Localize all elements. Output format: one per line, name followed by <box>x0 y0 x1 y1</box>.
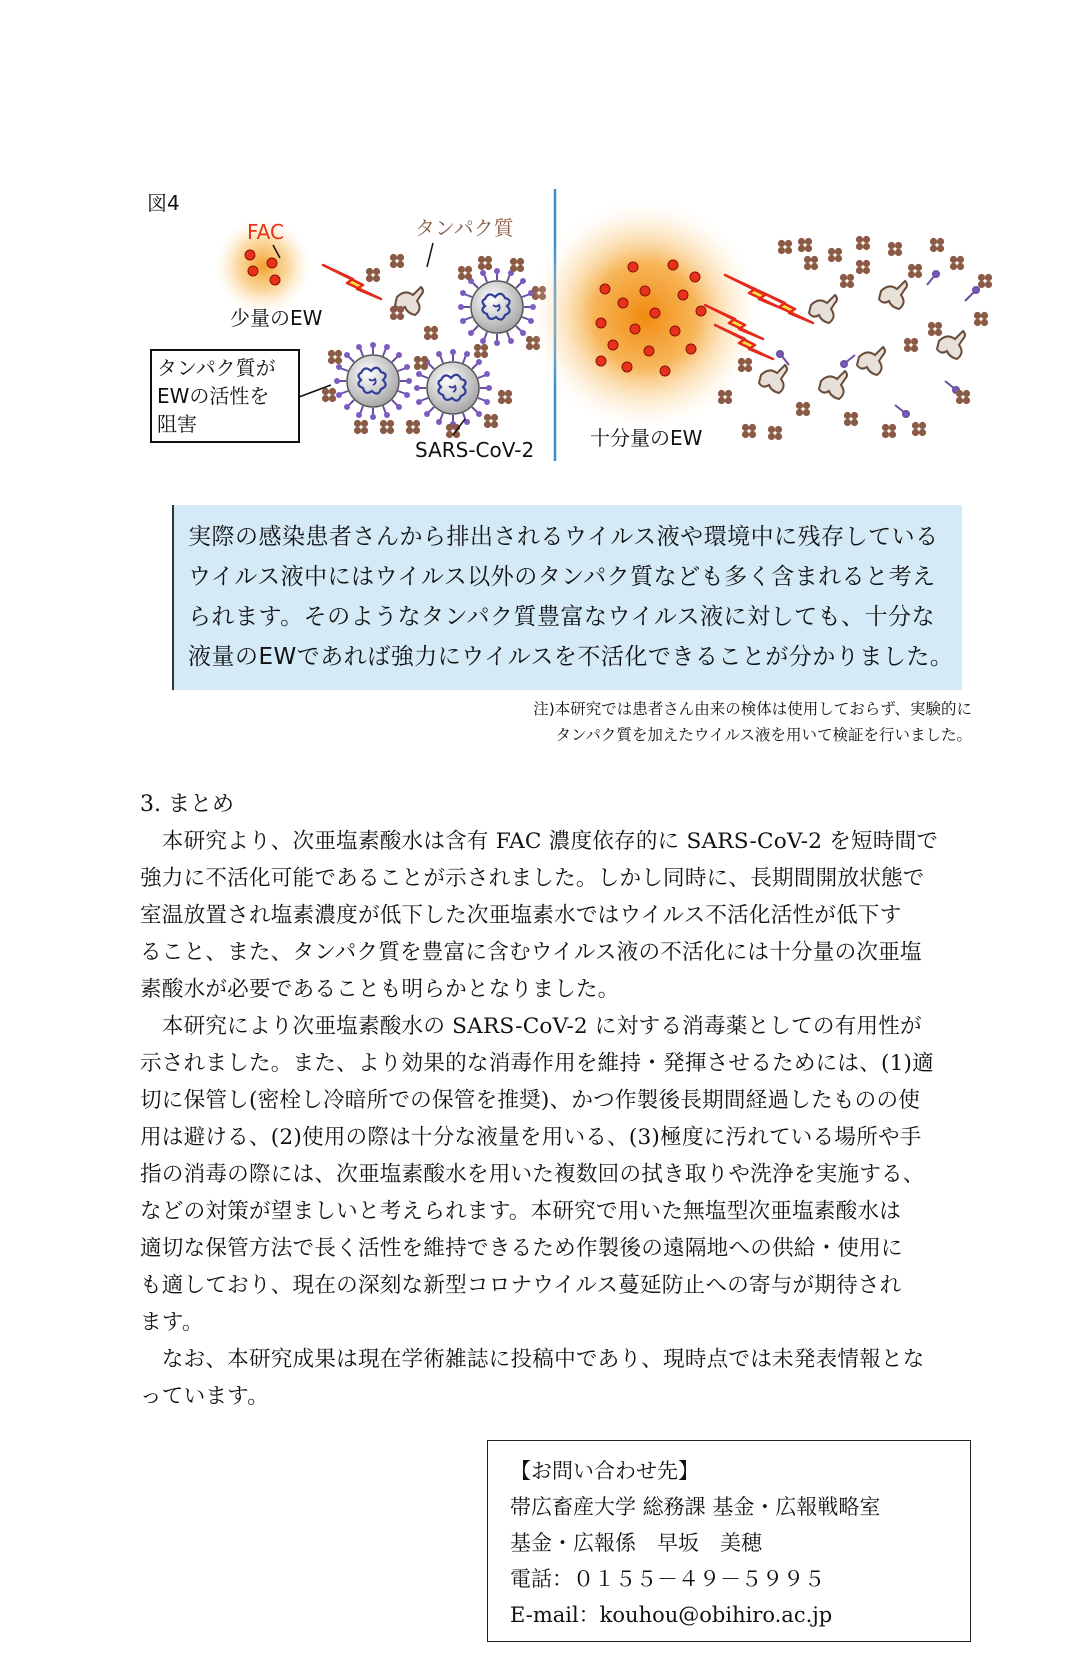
footnote-line-1: 注)本研究では患者さん由来の検体は使用しておらず、実験的に <box>533 700 972 718</box>
footnote-line-2: タンパク質を加えたウイルス液を用いて検証を行いました。 <box>555 726 972 744</box>
body-line-2: 強力に不活化可能であることが示されました。しかし同時に、長期間開放状態で <box>140 866 925 891</box>
small-ew-label: 少量のEW <box>230 306 323 330</box>
figure-4 <box>135 185 995 485</box>
sufficient-ew-label: 十分量のEW <box>590 426 703 450</box>
body-line-12: 適切な保管方法で長く活性を維持できるため作製後の遠隔地への供給・使用に <box>140 1236 903 1261</box>
body-line-5: 素酸水が必要であることも明らかとなりました。 <box>140 977 620 1002</box>
body-line-14: ます。 <box>140 1310 204 1335</box>
contact-phone: 電話：０１５５－４９－５９９５ <box>510 1567 825 1591</box>
contact-email[interactable]: E-mail：kouhou@obihiro.ac.jp <box>510 1603 833 1627</box>
protein-label: タンパク質 <box>415 216 514 240</box>
protein-fragment <box>879 281 907 309</box>
callout-line-3: られます。そのようなタンパク質豊富なウイルス液に対しても、十分な <box>188 604 936 630</box>
body-line-6: 本研究により次亜塩素酸水の SARS-CoV-2 に対する消毒薬としての有用性が <box>140 1014 922 1039</box>
summary-callout <box>172 505 962 690</box>
body-line-7: 示されました。また、より効果的な消毒作用を維持・発揮させるためには、(1)適 <box>140 1051 934 1076</box>
protein-fragment <box>819 371 847 399</box>
body-line-3: 室温放置され塩素濃度が低下した次亜塩素水ではウイルス不活化活性が低下す <box>140 903 902 928</box>
virus-particle <box>334 342 412 420</box>
inhibit-line-1: タンパク質が <box>157 356 276 380</box>
body-line-10: 指の消毒の際には、次亜塩素酸水を用いた複数回の拭き取りや洗浄を実施する、 <box>140 1162 925 1187</box>
protein-fragment <box>809 295 837 323</box>
virus-label: SARS-CoV-2 <box>415 438 535 462</box>
body-line-8: 切に保管し(密栓し冷暗所での保管を推奨)、かつ作製後長期間経過したものの使 <box>140 1088 921 1113</box>
lightning-icon <box>755 289 813 323</box>
protein-fragment <box>937 331 965 359</box>
fac-label: FAC <box>247 220 284 244</box>
body-line-15: なお、本研究成果は現在学術雑誌に投稿中であり、現時点では未発表情報とな <box>140 1347 925 1372</box>
body-line-9: 用は避ける、(2)使用の際は十分な液量を用いる、(3)極度に汚れている場所や手 <box>140 1125 922 1150</box>
contact-box <box>487 1440 971 1642</box>
body-line-1: 本研究より、次亜塩素酸水は含有 FAC 濃度依存的に SARS-CoV-2 を短時間で <box>140 829 939 854</box>
contact-person: 基金・広報係 早坂 美穂 <box>510 1531 762 1555</box>
figure-caption: 図4 <box>147 191 180 215</box>
figure-illustration <box>135 185 995 485</box>
callout-line-4: 液量のEWであれば強力にウイルスを不活化できることが分かりました。 <box>188 644 954 670</box>
contact-title: 【お問い合わせ先】 <box>510 1459 699 1483</box>
callout-line-1: 実際の感染患者さんから排出されるウイルス液や環境中に残存している <box>188 524 939 550</box>
body-line-11: などの対策が望ましいと考えられます。本研究で用いた無塩型次亜塩素酸水は <box>140 1199 902 1224</box>
section-heading: 3. まとめ <box>140 792 234 817</box>
body-line-13: も適しており、現在の深刻な新型コロナウイルス蔓延防止への寄与が期待され <box>140 1273 902 1298</box>
body-line-16: っています。 <box>140 1384 270 1409</box>
protein-fragment <box>857 347 885 375</box>
inhibit-line-2: EWの活性を <box>157 384 270 408</box>
protein-fragment <box>759 365 787 393</box>
callout-line-2: ウイルス液中にはウイルス以外のタンパク質なども多く含まれると考え <box>188 564 936 590</box>
inhibit-line-3: 阻害 <box>157 412 197 436</box>
contact-org: 帯広畜産大学 総務課 基金・広報戦略室 <box>510 1495 881 1519</box>
body-line-4: ること、また、タンパク質を豊富に含むウイルス液の不活化には十分量の次亜塩 <box>140 940 922 965</box>
